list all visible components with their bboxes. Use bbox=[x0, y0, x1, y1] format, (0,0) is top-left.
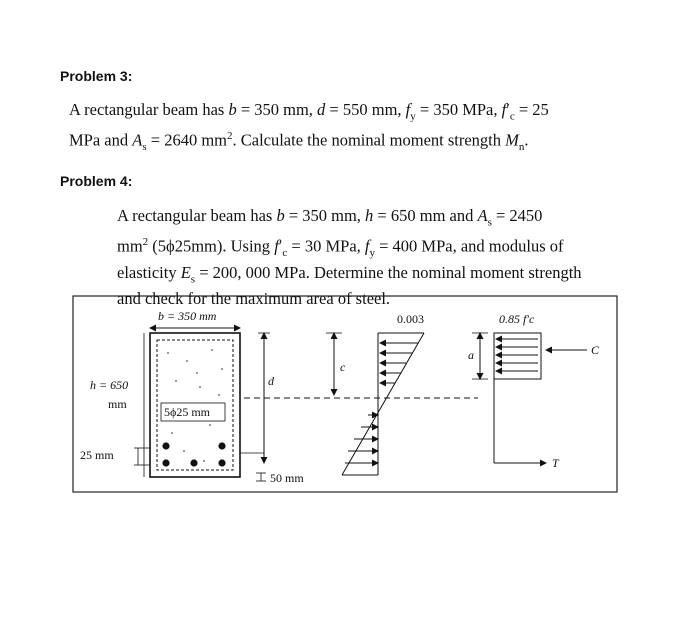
strain-label: 0.003 bbox=[397, 312, 424, 326]
bars-label: 5ϕ25 mm bbox=[164, 405, 210, 419]
rebar bbox=[162, 442, 169, 449]
cover-25-label: 25 mm bbox=[80, 448, 114, 462]
h-label-unit: mm bbox=[108, 397, 127, 411]
rebar bbox=[218, 442, 225, 449]
d-label: d bbox=[268, 374, 274, 388]
strain-diagram bbox=[342, 333, 424, 475]
b-dimension-label: b = 350 mm bbox=[158, 309, 217, 323]
c-label: c bbox=[340, 360, 346, 374]
C-label: C bbox=[591, 343, 600, 357]
problem3-heading: Problem 3: bbox=[60, 68, 133, 84]
rebar bbox=[218, 459, 225, 466]
problem4-statement: A rectangular beam has b = 350 mm, h = 650 mm and $A_s = 2450$ $mm^2$ (5ϕ25mm). Using $f'_c = 30$ MPa, $f_y = 400$ MPa, and modulus of elasticity $E_s = 200$, 000 MPa. Determine the nominal moment strength and check for the maximum area of steel. bbox=[117, 206, 582, 309]
problem3-statement: A rectangular beam has b = 350 mm, d = 550 mm, $f_y = 350$ MPa, $f'_c = 25$ MPa and $A_s = 2640$ $mm^2$. Calculate the nominal moment strength $M_n$. bbox=[69, 100, 549, 154]
cover-50-label: 50 mm bbox=[270, 471, 304, 485]
h-label-top: h = 650 bbox=[90, 378, 129, 392]
rebar bbox=[190, 459, 197, 466]
rebar bbox=[162, 459, 169, 466]
stress-label: 0.85 f′c bbox=[499, 312, 535, 326]
stress-block bbox=[494, 333, 541, 463]
T-label: T bbox=[552, 456, 559, 470]
beam-section-figure bbox=[72, 295, 618, 493]
a-label: a bbox=[468, 348, 474, 362]
problem4-heading: Problem 4: bbox=[60, 173, 133, 189]
